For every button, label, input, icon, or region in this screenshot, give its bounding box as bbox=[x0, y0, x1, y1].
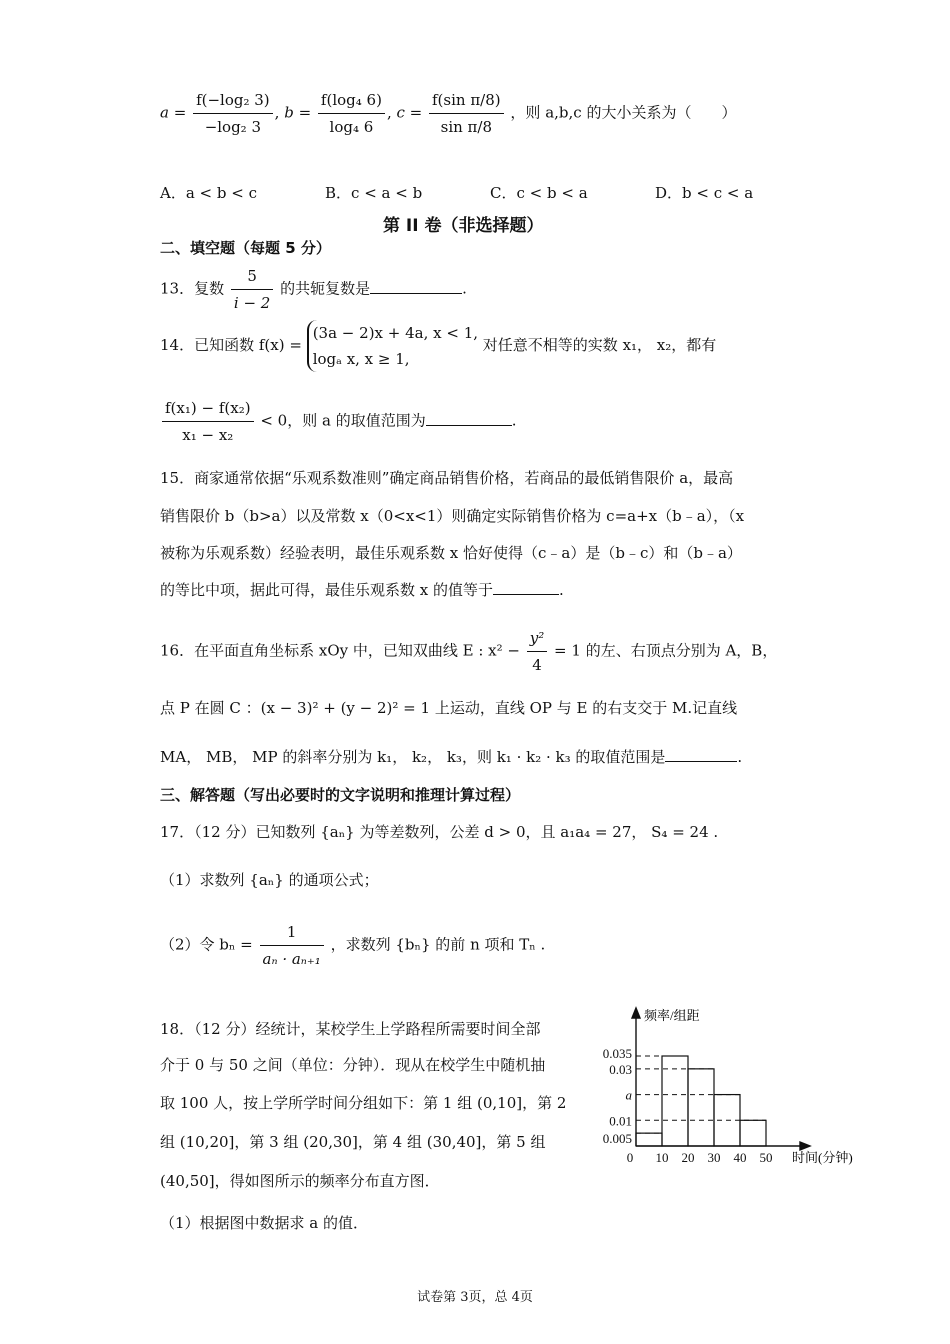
x-tick-label: 40 bbox=[733, 1150, 747, 1165]
q17-part-1: （1）求数列 {aₙ} 的通项公式； bbox=[160, 871, 379, 889]
q14-condition: $\frac{\text{f(x₁) − f(x₂)}}{\text{x₁ − x₂}}$ < 0，则 a 的取值范围为 . bbox=[160, 396, 517, 447]
q18-line-1: 18．（12 分）经统计，某校学生上学路程所需要时间全部 bbox=[160, 1020, 541, 1038]
q14-answer-blank[interactable] bbox=[426, 411, 512, 426]
q13-frac: $\frac{5}{i - 2}$ bbox=[231, 264, 273, 315]
q12-frac-c: $\frac{\text{f(sin π/8)}}{\text{sin π/8}}$ bbox=[429, 88, 504, 139]
q12-option-b[interactable]: B．c < a < b bbox=[325, 184, 423, 202]
histogram-bar bbox=[636, 1133, 662, 1146]
q18-line-2: 介于 0 与 50 之间（单位：分钟）．现从在校学生中随机抽 bbox=[160, 1056, 546, 1074]
q12-option-c[interactable]: C．c < b < a bbox=[490, 184, 588, 202]
histogram-bar bbox=[688, 1069, 714, 1146]
y-tick-label: a bbox=[625, 1087, 632, 1103]
q12-option-d[interactable]: D．b < c < a bbox=[655, 184, 754, 202]
x-tick-label: 50 bbox=[759, 1150, 773, 1165]
q17-frac: $\frac{1}{\text{aₙ · aₙ₊₁}}$ bbox=[260, 920, 324, 971]
y-axis-arrow bbox=[632, 1008, 640, 1018]
q12-frac-b: $\frac{\text{f(log₄ 6)}}{\text{log₄ 6}}$ bbox=[318, 88, 385, 139]
solve-heading: 三、解答题（写出必要时的文字说明和推理计算过程） bbox=[160, 786, 521, 804]
y-tick-label: 0.005 bbox=[602, 1131, 632, 1147]
x-tick-label: 20 bbox=[681, 1150, 695, 1165]
q15-line-3: 被称为乐观系数）经验表明，最佳乐观系数 x 恰好使得（c﹣a）是（b﹣c）和（b﹣a） bbox=[160, 544, 742, 562]
q16-answer-blank[interactable] bbox=[665, 747, 737, 762]
q12-prompt: ，则 a,b,c 的大小关系为（ ） bbox=[510, 103, 737, 122]
q12-option-a[interactable]: A．a < b < c bbox=[160, 184, 257, 202]
x-tick-label: 30 bbox=[707, 1150, 721, 1165]
q18-line-5: (40,50]，得如图所示的频率分布直方图． bbox=[160, 1172, 440, 1190]
q13: 13．复数 $\frac{5}{i - 2}$ 的共轭复数是 . bbox=[160, 264, 467, 315]
q14-frac: $\frac{\text{f(x₁) − f(x₂)}}{\text{x₁ − x₂}}$ bbox=[162, 396, 254, 447]
histogram-bar bbox=[662, 1056, 688, 1146]
y-tick-label: 0.03 bbox=[609, 1061, 632, 1077]
y-tick-label: 0.035 bbox=[602, 1046, 632, 1061]
q16-line-3: MA， MB， MP 的斜率分别为 k₁， k₂， k₃，则 k₁ · k₂ · k₃ 的取值范围是 . bbox=[160, 748, 743, 766]
q16-frac: $\frac{\text{y²}}{4}$ bbox=[527, 626, 548, 677]
q13-answer-blank[interactable] bbox=[370, 279, 462, 294]
y-axis-label: 频率/组距 bbox=[644, 1008, 700, 1023]
q18-line-3: 取 100 人，按上学所学时间分组如下：第 1 组 (0,10]，第 2 bbox=[160, 1094, 567, 1112]
x-tick-label: 10 bbox=[655, 1150, 669, 1165]
q14-piecewise: (3a − 2)x + 4a, x < 1, logₐ x, x ≥ 1, bbox=[307, 320, 478, 372]
x-axis-label: 时间(分钟) bbox=[792, 1150, 853, 1165]
q15-line-2: 销售限价 b（b>a）以及常数 x（0<x<1）则确定实际销售价格为 c=a+x（b﹣a），（x bbox=[160, 507, 745, 525]
q12-frac-a: $\frac{\text{f(−log₂ 3)}}{\text{−log₂ 3}}$ bbox=[193, 88, 273, 139]
q16-line-1: 16．在平面直角坐标系 xOy 中，已知双曲线 E : x² − $\frac{\text{y²}}{4}$ = 1 的左、右顶点分别为 A，B， bbox=[160, 626, 777, 677]
q18-part-1: （1）根据图中数据求 a 的值． bbox=[160, 1214, 369, 1232]
q17-stem: 17．（12 分）已知数列 {aₙ} 为等差数列，公差 d > 0，且 a₁a₄ = 27， S₄ = 24 . bbox=[160, 823, 719, 841]
y-tick-label: 0.01 bbox=[609, 1113, 632, 1129]
q14: 14．已知函数 f(x) = (3a − 2)x + 4a, x < 1, logₐ x, x ≥ 1, 对任意不相等的实数 x₁， x₂，都有 bbox=[160, 320, 716, 372]
q15-answer-blank[interactable] bbox=[493, 580, 559, 595]
q17-part-2: （2）令 bₙ = $\frac{1}{\text{aₙ · aₙ₊₁}}$ ，求数列 {bₙ} 的前 n 项和 Tₙ . bbox=[160, 920, 545, 971]
q12-line: a = $\frac{\text{f(−log₂ 3)}}{\text{−log₂ 3}}$ , b = $\frac{\text{f(log₄ 6)}}{\text{log₄ 6}}$ , c = $\frac{\text{f(sin π/8)}}{\text{sin π/8}}$ ，则 a,b,c 的大小关系为（ ） bbox=[160, 88, 736, 139]
histogram-bar bbox=[740, 1120, 766, 1146]
x-axis-arrow bbox=[800, 1142, 810, 1150]
page-footer: 试卷第 3页，总 4页 bbox=[417, 1290, 533, 1305]
q15-line-4: 的等比中项，据此可得，最佳乐观系数 x 的值等于 . bbox=[160, 581, 564, 599]
q18-line-4: 组 (10,20]，第 3 组 (20,30]，第 4 组 (30,40]，第 5 组 bbox=[160, 1133, 546, 1151]
section-2-title: 第 II 卷（非选择题） bbox=[383, 216, 544, 236]
frequency-histogram bbox=[596, 1006, 872, 1174]
fill-in-heading: 二、填空题（每题 5 分） bbox=[160, 239, 331, 257]
q16-line-2: 点 P 在圆 C ：(x − 3)² + (y − 2)² = 1 上运动，直线 OP 与 E 的右支交于 M.记直线 bbox=[160, 699, 738, 717]
x-tick-label: 0 bbox=[626, 1150, 634, 1165]
q15-line-1: 15．商家通常依据“乐观系数准则”确定商品销售价格，若商品的最低销售限价 a，最高 bbox=[160, 469, 734, 487]
